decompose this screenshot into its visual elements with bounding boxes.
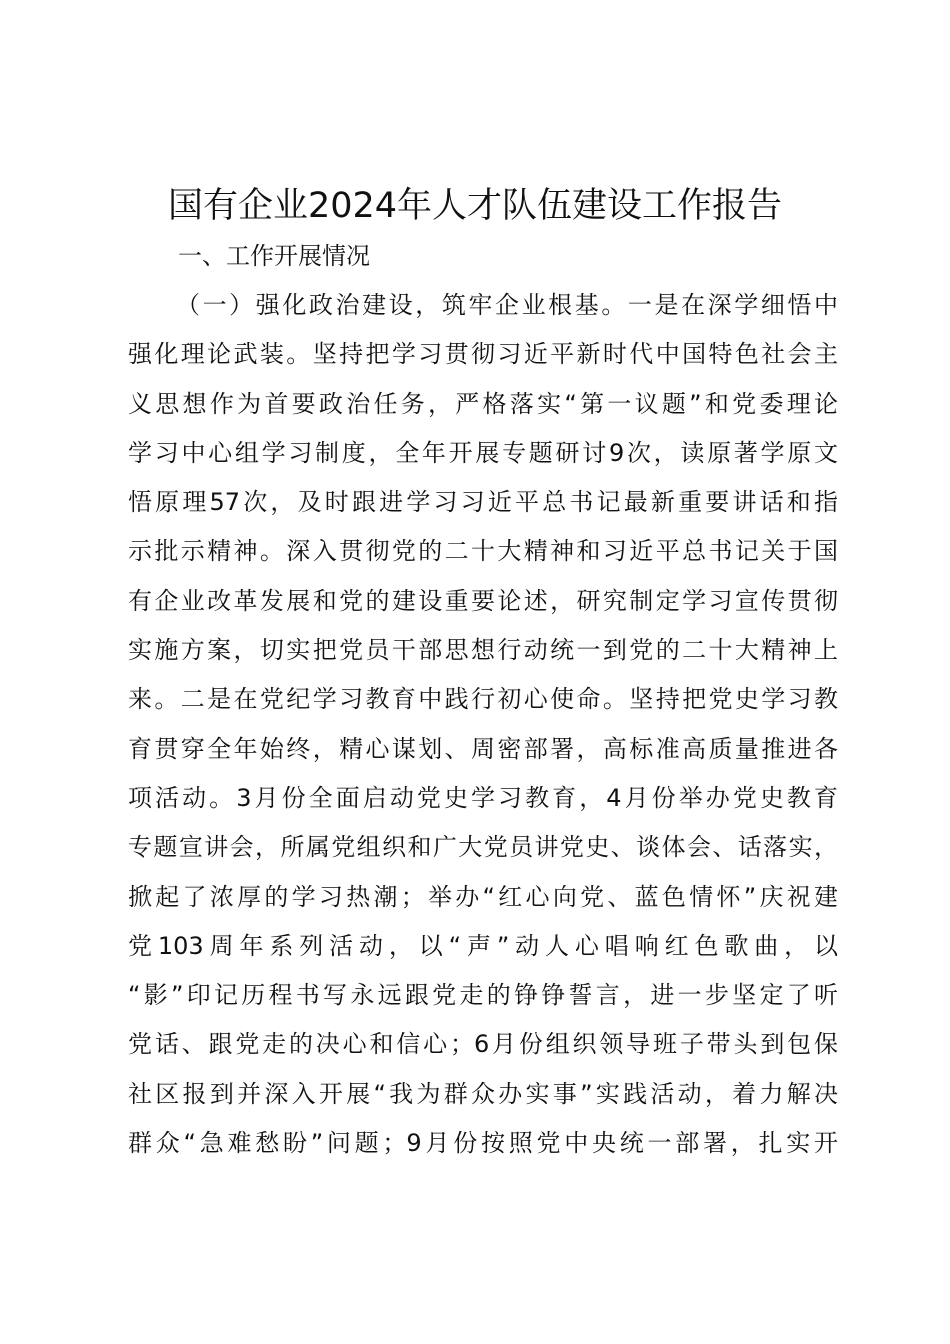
paragraph-line: 学习中心组学习制度，全年开展专题研讨9次，读原著学原文 — [128, 438, 838, 467]
paragraph-line: 实施方案，切实把党员干部思想行动统一到党的二十大精神上 — [128, 636, 838, 665]
paragraph-line: 悟原理57次，及时跟进学习习近平总书记最新重要讲话和指 — [128, 488, 838, 517]
paragraph-line: （一）强化政治建设，筑牢企业根基。一是在深学细悟中 — [176, 291, 838, 319]
paragraph-line: 党103周年系列活动，以“声”动人心唱响红色歌曲，以 — [128, 931, 838, 960]
paragraph-line: 掀起了浓厚的学习热潮；举办“红心向党、蓝色情怀”庆祝建 — [128, 882, 838, 911]
paragraph-line: 育贯穿全年始终，精心谋划、周密部署，高标准高质量推进各 — [128, 734, 838, 763]
paragraph-line: 强化理论武装。坚持把学习贯彻习近平新时代中国特色社会主 — [128, 340, 838, 369]
document-title: 国有企业2024年人才队伍建设工作报告 — [167, 186, 783, 226]
paragraph-line: 项活动。3月份全面启动党史学习教育，4月份举办党史教育 — [128, 783, 838, 812]
paragraph-line: 有企业改革发展和党的建设重要论述，研究制定学习宣传贯彻 — [128, 586, 838, 615]
paragraph-line: 示批示精神。深入贯彻党的二十大精神和习近平总书记关于国 — [128, 537, 838, 566]
section-heading: 一、工作开展情况 — [178, 242, 370, 270]
paragraph-line: 群众“急难愁盼”问题；9月份按照党中央统一部署，扎实开 — [128, 1129, 838, 1158]
paragraph-line: 来。二是在党纪学习教育中践行初心使命。坚持把党史学习教 — [128, 685, 838, 714]
paragraph-line: 党话、跟党走的决心和信心；6月份组织领导班子带头到包保 — [128, 1030, 838, 1059]
paragraph-line: 社区报到并深入开展“我为群众办实事”实践活动，着力解决 — [128, 1079, 838, 1108]
paragraph-line: 专题宣讲会，所属党组织和广大党员讲党史、谈体会、话落实， — [128, 833, 838, 862]
paragraph-line: “影”印记历程书写永远跟党走的铮铮誓言，进一步坚定了听 — [128, 981, 838, 1010]
body-text — [128, 285, 838, 1172]
paragraph-line: 义思想作为首要政治任务，严格落实“第一议题”和党委理论 — [128, 389, 838, 418]
